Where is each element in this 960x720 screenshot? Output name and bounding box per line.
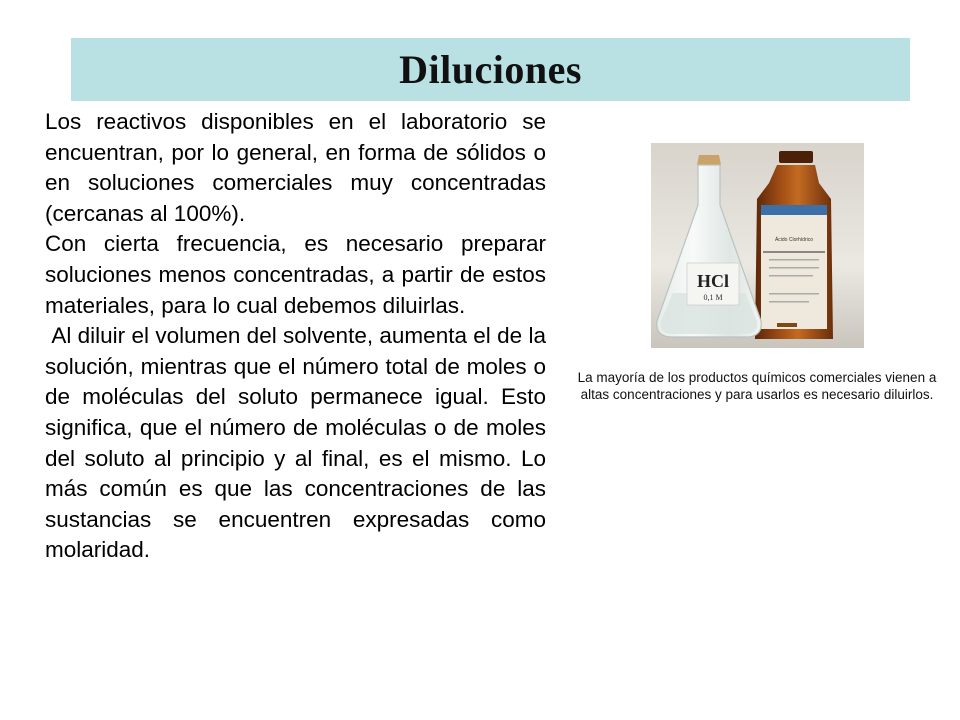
bottle-label: Ácido Clorhídrico [774, 237, 814, 243]
paragraph-1: Los reactivos disponibles en el laboratorio se encuentran, por lo general, en forma de sólidos o en soluciones comerciales muy concentradas (cercanas al 100%). [45, 109, 546, 226]
flask-sublabel: 0,1 M [703, 293, 723, 302]
flask-label: HCl [696, 271, 730, 291]
slide-title: Diluciones [399, 47, 582, 92]
body-text [45, 107, 553, 566]
title-bar [71, 38, 910, 101]
chemicals-photo [651, 143, 864, 348]
cork [697, 155, 721, 165]
photo-caption: La mayoría de los productos químicos comerciales vienen a altas concentraciones y para usarlos es necesario diluirlos. [577, 370, 937, 402]
paragraph-2: Con cierta frecuencia, es necesario preparar soluciones menos concentradas, a partir de estos materiales, para lo cual debemos diluirlas. [45, 231, 546, 318]
paragraph-3: Al diluir el volumen del solvente, aumenta el de la solución, mientras que el número total de moles o de moléculas del soluto permanece igual. Esto significa, que el número de moléculas o de moles del soluto al principio y al final, es el mismo. Lo más común es que las concentraciones de las sustancias se encuentren expresadas como molaridad. [45, 323, 553, 563]
